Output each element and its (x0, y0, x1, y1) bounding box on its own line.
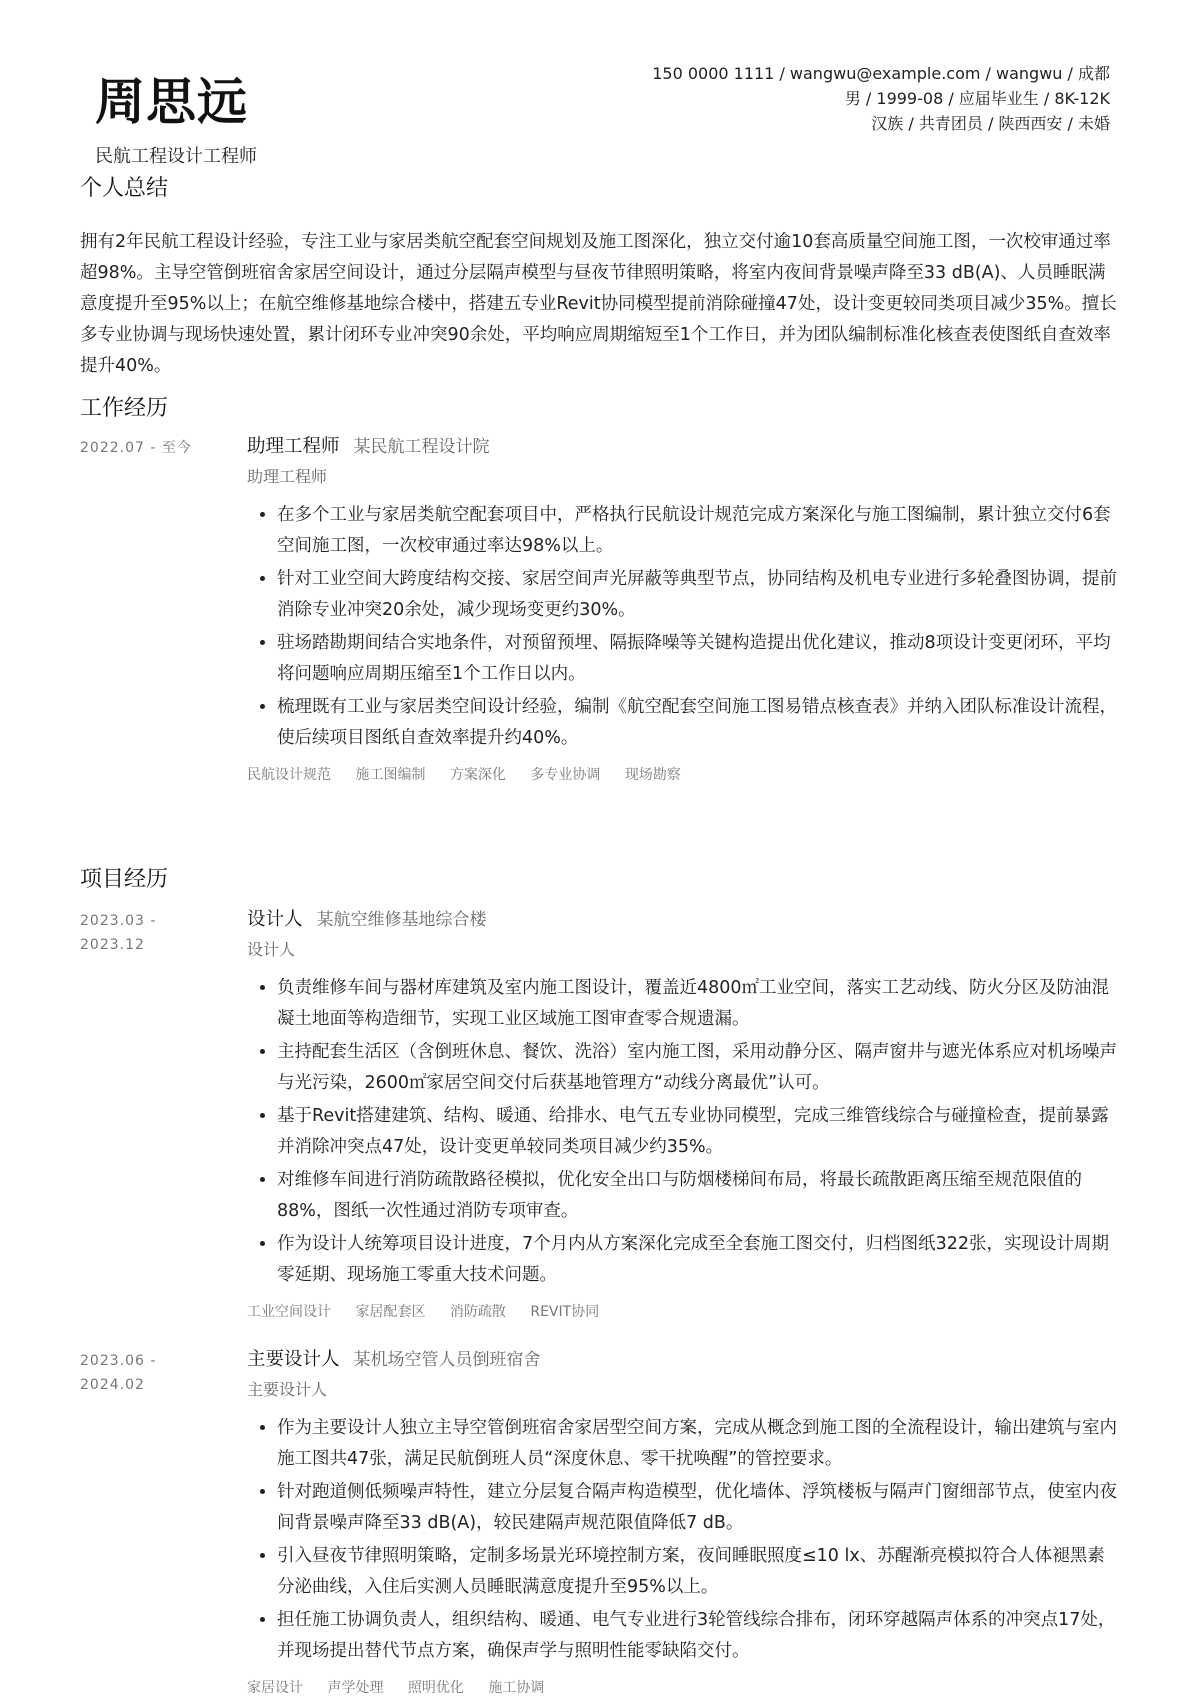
skill-tag: 工业空间设计 (247, 1304, 331, 1320)
skill-tag: 民航设计规范 (247, 767, 331, 783)
project-bullet: • 对维修车间进行消防疏散路径模拟，优化安全出口与防烟楼梯间布局，将最长疏散距离压缩至规范限值的88%，图纸一次性通过消防专项审查。 (277, 1165, 1120, 1227)
project-bullet: • 担任施工协调负责人，组织结构、暖通、电气专业进行3轮管线综合排布，闭环穿越隔声体系的冲突点17处，并现场提出替代节点方案，确保声学与照明性能零缺陷交付。 (277, 1605, 1120, 1667)
project-bullet: • 作为设计人统筹项目设计进度，7个月内从方案深化完成至全套施工图交付，归档图纸322张，实现设计周期零延期、现场施工零重大技术问题。 (277, 1229, 1120, 1291)
project-bullet: • 引入昼夜节律照明策略，定制多场景光环境控制方案，夜间睡眠照度≤10 lx、苏醒渐亮模拟符合人体褪黑素分泌曲线，入住后实测人员睡眠满意度提升至95%以上。 (277, 1541, 1120, 1603)
skill-tag: 方案深化 (449, 767, 506, 783)
project-tags (247, 1301, 1120, 1321)
project-bullet: • 基于Revit搭建建筑、结构、暖通、给排水、电气五专业协同模型，完成三维管线综合与碰撞检查，提前暴露并消除冲突点47处，设计变更单较同类项目减少约35%。 (277, 1101, 1120, 1163)
project-bullet: • 主持配套生活区（含倒班休息、餐饮、洗浴）室内施工图，采用动静分区、隔声窗井与遮光体系应对机场噪声与光污染，2600㎡家居空间交付后获基地管理方“动线分离最优”认可。 (277, 1037, 1120, 1099)
project-bullets (247, 973, 1120, 1291)
summary-text: 拥有2年民航工程设计经验，专注工业与家居类航空配套空间规划及施工图深化，独立交付逾10套高质量空间施工图，一次校审通过率超98%。主导空管倒班宿舍家居空间设计，通过分层隔声模型与昼夜节律照明策略，将室内夜间背景噪声降至33 dB(A)、人员睡眠满意度提升至95%以上；在航空维修基地综合楼中，搭建五专业Revit协同模型提前消除碰撞47处，设计变更较同类项目减少35%。擅长多专业协调与现场快速处置，累计闭环专业冲突90余处，平均响应周期缩短至1个工作日，并为团队编制标准化核查表使图纸自查效率提升40%。 (80, 232, 1117, 376)
project-role-line (247, 1347, 1120, 1373)
skill-tag: 多专业协调 (530, 767, 601, 783)
work-heading: 工作经历 (80, 396, 169, 421)
work-sub-role: 助理工程师 (247, 467, 328, 486)
project-date-end: 2023.12 (80, 937, 145, 953)
work-role: 助理工程师 (247, 436, 340, 457)
project-sub-role: 设计人 (247, 940, 296, 959)
project-bullet: • 作为主要设计人独立主导空管倒班宿舍家居型空间方案，完成从概念到施工图的全流程设计，输出建筑与室内施工图共47张，满足民航倒班人员“深度休息、零干扰唤醒”的管控要求。 (277, 1413, 1120, 1475)
contact-line-2: 男 / 1999-08 / 应届毕业生 / 8K-12K (844, 89, 1110, 108)
work-bullet: • 在多个工业与家居类航空配套项目中，严格执行民航设计规范完成方案深化与施工图编制，累计独立交付6套空间施工图，一次校审通过率达98%以上。 (277, 500, 1120, 562)
work-body (247, 434, 1120, 784)
project-role: 主要设计人 (247, 1349, 340, 1370)
contact-info (652, 61, 1110, 136)
project-date-end: 2024.02 (80, 1377, 145, 1393)
candidate-name: 周思远 (95, 73, 248, 131)
work-role-line (247, 434, 1120, 460)
work-bullet: • 驻场踏勘期间结合实地条件，对预留预埋、隔振降噪等关键构造提出优化建议，推动8项设计变更闭环，平均将问题响应周期压缩至1个工作日以内。 (277, 628, 1120, 690)
skill-tag: 照明优化 (407, 1680, 464, 1696)
project-tags (247, 1677, 1120, 1697)
work-org: 某民航工程设计院 (353, 437, 490, 457)
project-bullet: • 负责维修车间与器材库建筑及室内施工图设计，覆盖近4800㎡工业空间，落实工艺动线、防火分区及防油混凝土地面等构造细节，实现工业区域施工图审查零合规遗漏。 (277, 973, 1120, 1035)
work-date: 2022.07 - 至今 (80, 440, 192, 456)
project-date (80, 909, 220, 957)
skill-tag: REVIT协同 (530, 1304, 600, 1320)
contact-line-1: 150 0000 1111 / wangwu@example.com / wangwu / 成都 (652, 64, 1110, 83)
contact-line-3: 汉族 / 共青团员 / 陕西西安 / 未婚 (871, 114, 1110, 133)
summary-heading: 个人总结 (80, 176, 169, 201)
project-bullet: • 针对跑道侧低频噪声特性，建立分层复合隔声构造模型，优化墙体、浮筑楼板与隔声门窗细部节点，使室内夜间背景噪声降至33 dB(A)，较民建隔声规范限值降低7 dB。 (277, 1477, 1120, 1539)
project-body (247, 907, 1120, 1321)
project-sub-role: 主要设计人 (247, 1380, 328, 1399)
project-date-start: 2023.06 - (80, 1353, 157, 1369)
skill-tag: 声学处理 (327, 1680, 384, 1696)
work-tags (247, 764, 1120, 784)
project-org: 某航空维修基地综合楼 (316, 910, 487, 930)
skill-tag: 施工协调 (488, 1680, 545, 1696)
candidate-job-title: 民航工程设计工程师 (95, 146, 257, 167)
project-date (80, 1349, 220, 1397)
skill-tag: 家居配套区 (355, 1304, 426, 1320)
project-role: 设计人 (247, 909, 303, 930)
work-bullet: • 针对工业空间大跨度结构交接、家居空间声光屏蔽等典型节点，协同结构及机电专业进行多轮叠图协调，提前消除专业冲突20余处，减少现场变更约30%。 (277, 564, 1120, 626)
projects-heading: 项目经历 (80, 867, 169, 892)
skill-tag: 施工图编制 (355, 767, 426, 783)
skill-tag: 现场勘察 (624, 767, 681, 783)
project-bullets (247, 1413, 1120, 1667)
project-date-start: 2023.03 - (80, 913, 157, 929)
project-body (247, 1347, 1120, 1697)
project-role-line (247, 907, 1120, 933)
work-bullet: • 梳理既有工业与家居类空间设计经验，编制《航空配套空间施工图易错点核查表》并纳入团队标准设计流程，使后续项目图纸自查效率提升约40%。 (277, 692, 1120, 754)
skill-tag: 家居设计 (247, 1680, 303, 1696)
project-org: 某机场空管人员倒班宿舍 (353, 1350, 541, 1370)
work-bullets (247, 500, 1120, 754)
skill-tag: 消防疏散 (449, 1304, 506, 1320)
